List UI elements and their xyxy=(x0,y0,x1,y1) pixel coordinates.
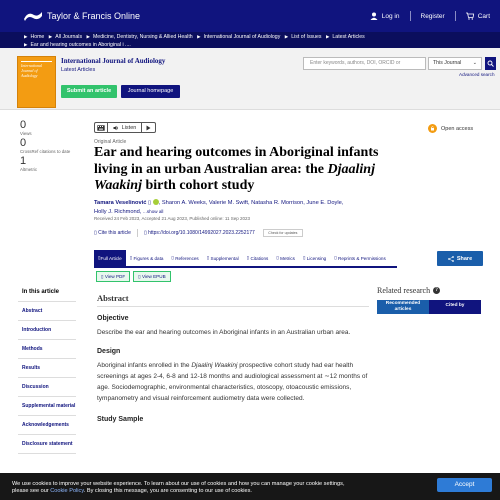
tab-recommended-articles[interactable]: Recommended articles xyxy=(377,300,429,314)
tab-reprints[interactable] xyxy=(330,250,390,266)
listen-label: Listen xyxy=(121,124,137,131)
open-access-label: Open access xyxy=(441,125,474,132)
journal-homepage-button[interactable]: Journal homepage xyxy=(121,85,180,98)
doi-link[interactable]: https://doi.org/10.1080/14992027.2023.2252177 xyxy=(148,230,255,236)
breadcrumb xyxy=(0,32,500,48)
tab-icon: ▯ xyxy=(276,255,281,260)
accept-cookies-button[interactable]: Accept xyxy=(437,478,492,492)
toc-title: In this article xyxy=(18,283,76,302)
register-link[interactable]: Register xyxy=(420,12,445,20)
search-button[interactable] xyxy=(485,57,496,70)
metric-value: 0 xyxy=(20,137,27,149)
divider xyxy=(410,11,411,21)
tab-label: Licensing xyxy=(306,255,327,261)
tab-label: Metrics xyxy=(280,255,295,261)
tab-icon: ▯ xyxy=(129,255,134,260)
related-research xyxy=(377,286,487,314)
help-icon[interactable]: ? xyxy=(433,287,440,294)
abstract-heading: Abstract xyxy=(97,293,369,307)
article-title xyxy=(94,145,394,195)
breadcrumb-item[interactable]: International Journal of Audiology xyxy=(203,34,281,40)
breadcrumb-arrow-icon: ▶ xyxy=(24,42,28,47)
login-label: Log in xyxy=(381,12,400,20)
para-text: prospective cohort study had ear health screenings at ages 2-4, 6-8 and 12-18 months and audiological assessment at ∼12 months of age. Sociodemographic, environmental characteristics, otoscopy, otoacoustic emissions, tympanometry and visual reinforcement audiometry data were collected. xyxy=(97,362,368,402)
journal-title[interactable]: International Journal of Audiology xyxy=(61,57,166,65)
tab-icon: ▯ xyxy=(206,255,211,260)
breadcrumb-arrow-icon: ▶ xyxy=(284,34,289,39)
share-button[interactable] xyxy=(437,251,483,266)
article-tabs xyxy=(94,250,397,268)
related-tabs xyxy=(377,300,487,314)
keyboard-icon xyxy=(97,125,105,131)
tab-cited-by[interactable]: Cited by xyxy=(429,300,481,314)
share-icon xyxy=(448,256,454,262)
advanced-search-link[interactable]: Advanced search xyxy=(459,72,495,77)
epub-icon: ▯ xyxy=(138,273,142,279)
download-buttons xyxy=(96,271,174,282)
author-link[interactable]: Tamara Veselinović xyxy=(94,200,147,206)
site-logo[interactable] xyxy=(22,9,140,23)
breadcrumb-arrow-icon: ▶ xyxy=(24,34,28,39)
pdf-label: View PDF xyxy=(104,274,126,279)
breadcrumb-arrow-icon: ▶ xyxy=(325,34,330,39)
tab-icon: ▯ xyxy=(171,255,176,260)
link-icon: ▯ xyxy=(143,230,149,236)
design-heading: Design xyxy=(97,348,121,355)
tab-licensing[interactable] xyxy=(299,250,330,266)
listen-button[interactable] xyxy=(108,122,142,133)
objective-heading: Objective xyxy=(97,315,129,322)
cite-article-link[interactable]: Cite this article xyxy=(98,230,131,236)
cookie-banner xyxy=(0,473,500,500)
keyboard-button[interactable] xyxy=(94,122,108,133)
breadcrumb-arrow-icon: ▶ xyxy=(48,34,53,39)
study-sample-heading: Study Sample xyxy=(97,416,144,423)
open-access-icon xyxy=(428,124,437,133)
journal-header xyxy=(0,48,500,110)
para-italic-text: Djaalinj Waakinj xyxy=(191,362,238,369)
search-scope-value: This Journal xyxy=(433,60,462,66)
cart-link[interactable] xyxy=(466,12,490,20)
chevron-down-icon: ⌄ xyxy=(472,60,477,66)
tab-citations[interactable] xyxy=(243,250,273,266)
show-all-authors-link[interactable]: ...show all xyxy=(143,208,164,214)
tab-label: Reprints & Permissions xyxy=(338,255,386,261)
breadcrumb-item[interactable]: Medicine, Dentistry, Nursing & Allied Health xyxy=(92,34,193,40)
toc-item-methods[interactable]: Methods xyxy=(18,340,76,359)
related-research-title xyxy=(377,286,487,295)
cart-icon xyxy=(466,12,474,20)
crossmark-badge[interactable]: Check for updates xyxy=(263,229,303,237)
cookie-line: please see our xyxy=(12,487,51,494)
title-text: Ear and hearing outcomes in Aboriginal infants living in an urban Australian area: the xyxy=(94,145,379,177)
breadcrumb-current: Ear and hearing outcomes in Aboriginal i .... xyxy=(30,42,131,48)
user-icon xyxy=(370,12,378,20)
tf-logo-icon xyxy=(22,9,44,23)
share-label: Share xyxy=(456,255,473,262)
tab-metrics[interactable] xyxy=(272,250,299,266)
view-pdf-button[interactable] xyxy=(96,271,130,282)
breadcrumb-arrow-icon: ▶ xyxy=(86,34,90,39)
metric-label: Views xyxy=(20,131,32,136)
view-epub-button[interactable] xyxy=(133,271,170,282)
divider xyxy=(137,229,138,237)
tab-label: Supplemental xyxy=(210,255,239,261)
breadcrumb-item[interactable]: All Journals xyxy=(55,34,83,40)
open-access-badge xyxy=(428,124,473,133)
toc-item-introduction[interactable]: Introduction xyxy=(18,321,76,340)
article-type: Original Article xyxy=(94,139,127,145)
metric-altmetric[interactable] xyxy=(20,156,82,172)
top-bar xyxy=(0,0,500,32)
breadcrumb-item[interactable]: Home xyxy=(30,34,45,40)
author-link[interactable]: Holly J. Richmond, xyxy=(94,208,142,215)
tab-figures[interactable] xyxy=(126,250,168,266)
publication-history: Received 24 Feb 2023, Accepted 21 Aug 2023, Published online: 11 Sep 2023 xyxy=(94,216,251,221)
metric-crossref[interactable] xyxy=(20,138,82,154)
article-toc xyxy=(18,283,76,454)
quote-icon: ▯ xyxy=(94,230,99,236)
title-italic-text: Djaalinj Waakinj xyxy=(94,161,375,193)
objective-text: Describe the ear and hearing outcomes in Aboriginal infants in an Australian urban area. xyxy=(97,329,351,336)
toc-item-results[interactable]: Results xyxy=(18,359,76,378)
breadcrumb-item[interactable]: Latest Articles xyxy=(332,34,365,40)
related-title-text: Related research xyxy=(377,286,431,295)
toc-item-supplemental[interactable]: Supplemental material xyxy=(18,397,76,416)
article-body xyxy=(97,293,369,423)
metric-views[interactable] xyxy=(20,120,82,136)
speaker-icon xyxy=(113,125,119,131)
email-icon[interactable]: ▯ xyxy=(147,200,152,206)
toc-item-abstract[interactable]: Abstract xyxy=(18,302,76,321)
epub-label: View EPUB xyxy=(141,274,166,279)
cookie-line: We use cookies to improve your website experience. To learn about our use of cookies and how you can manage your cookie settings, xyxy=(12,481,345,487)
tab-supplemental[interactable] xyxy=(203,250,243,266)
cart-label: Cart xyxy=(477,12,490,20)
listen-toolbar xyxy=(94,122,156,133)
submit-article-button[interactable]: Submit an article xyxy=(61,85,117,98)
design-text xyxy=(97,360,369,404)
search-scope-select[interactable] xyxy=(428,57,482,70)
tab-label: Citations xyxy=(250,255,269,261)
cover-rule xyxy=(21,61,52,62)
metric-label: CrossRef citations to date xyxy=(20,149,71,154)
tab-full-article[interactable] xyxy=(94,250,126,266)
logo-text: Taylor & Francis Online xyxy=(47,11,141,21)
tab-icon: ▯ xyxy=(334,255,338,260)
pdf-icon: ▯ xyxy=(101,273,105,279)
article-metrics xyxy=(20,120,82,174)
title-text: birth cohort study xyxy=(141,178,255,193)
metric-label: Altmetric xyxy=(20,167,38,172)
login-link[interactable] xyxy=(370,12,400,20)
metric-value: 1 xyxy=(20,155,27,167)
tab-icon: ▯ xyxy=(302,255,307,260)
play-button[interactable] xyxy=(142,122,156,133)
breadcrumb-arrow-icon: ▶ xyxy=(197,34,201,39)
breadcrumb-item[interactable]: List of Issues xyxy=(291,34,322,40)
cookie-message xyxy=(12,481,345,494)
citation-row xyxy=(94,229,303,237)
divider xyxy=(455,11,456,21)
cookie-policy-link[interactable]: Cookie Policy xyxy=(50,487,84,494)
search-icon xyxy=(487,60,494,67)
cookie-line: . By closing this message, you are consenting to our use of cookies. xyxy=(83,487,252,494)
cover-title: International Journal of Audiology xyxy=(21,63,43,78)
para-text: Aboriginal infants enrolled in the xyxy=(97,362,192,369)
tab-label: References xyxy=(175,255,199,261)
author-links[interactable]: , Sharon A. Weeks, Valerie M. Swift, Natasha R. Morrison, June E. Doyle, xyxy=(158,200,344,206)
tab-icon: ▯ xyxy=(98,255,101,260)
toc-item-acknowledgements[interactable]: Acknowledgements xyxy=(18,416,76,435)
tab-label: Full Article xyxy=(100,255,122,261)
latest-articles-link[interactable]: Latest Articles xyxy=(61,67,96,73)
author-list xyxy=(94,199,394,216)
metric-value: 0 xyxy=(20,119,27,131)
tab-icon: ▯ xyxy=(246,255,251,260)
toc-item-disclosure[interactable]: Disclosure statement xyxy=(18,435,76,454)
tab-references[interactable] xyxy=(167,250,202,266)
journal-cover[interactable] xyxy=(17,56,56,108)
search-input[interactable]: Enter keywords, authors, DOI, ORCID or xyxy=(303,57,426,70)
play-icon xyxy=(146,125,151,131)
toc-item-discussion[interactable]: Discussion xyxy=(18,378,76,397)
tab-label: Figures & data xyxy=(133,255,164,261)
